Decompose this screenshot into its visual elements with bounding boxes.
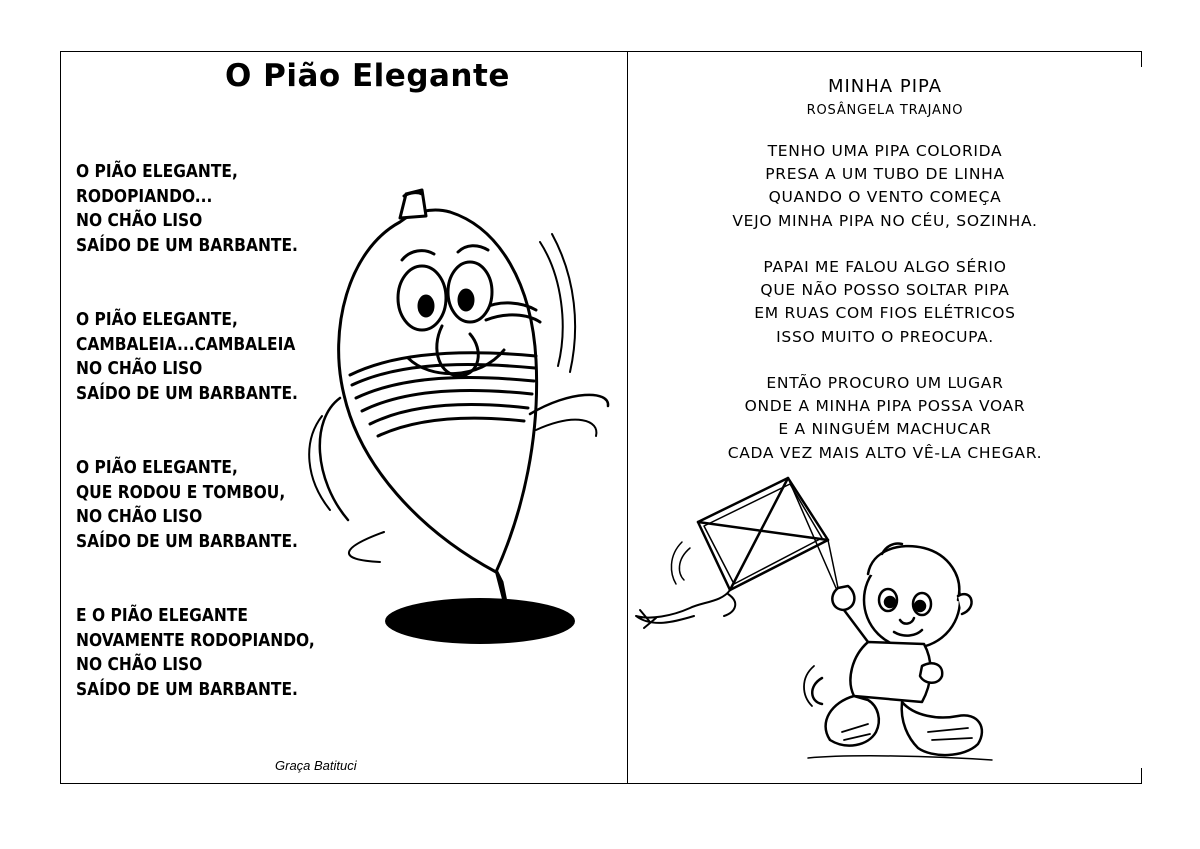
poem-line: O PIÃO ELEGANTE, [76,161,238,182]
left-stanza-1 [76,160,298,258]
poem-line: QUE RODOU E TOMBOU, [76,481,286,503]
poem-line: SAÍDO DE UM BARBANTE. [76,530,298,552]
poem-line: SAÍDO DE UM BARBANTE. [76,678,298,700]
poem-line: ENTÃO PROCURO UM LUGAR [766,374,1004,392]
right-stanza-3 [628,372,1142,465]
right-poem-title: MINHA PIPA [827,76,943,97]
poem-line: E O PIÃO ELEGANTE [76,605,248,626]
poem-line: E A NINGUÉM MACHUCAR [778,420,992,439]
poem-line: PRESA A UM TUBO DE LINHA [765,165,1005,184]
left-poem-author: Graça Batituci [275,758,357,773]
poem-line: RODOPIANDO... [76,185,213,207]
poem-line: O PIÃO ELEGANTE, [76,457,238,478]
frame-right-edge-bottom [1141,768,1142,784]
poem-line: EM RUAS COM FIOS ELÉTRICOS [754,304,1016,323]
poem-line: NO CHÃO LISO [76,654,203,675]
left-stanza-4 [76,604,315,702]
kid-with-kite-illustration [632,470,1052,770]
poem-line: CAMBALEIA...CAMBALEIA [76,333,296,355]
left-stanza-3 [76,456,298,554]
spinning-top-illustration [300,180,620,650]
frame-right-edge-top [1141,51,1142,67]
poem-line: QUE NÃO POSSO SOLTAR PIPA [760,281,1010,300]
right-stanza-1 [628,140,1142,233]
poem-line: SAÍDO DE UM BARBANTE. [76,382,298,404]
right-stanza-2 [628,256,1142,349]
poem-line: NOVAMENTE RODOPIANDO, [76,629,315,651]
poem-line: NO CHÃO LISO [76,210,203,231]
poem-line: QUANDO O VENTO COMEÇA [768,188,1002,207]
right-poem-author: ROSÂNGELA TRAJANO [806,103,964,118]
poem-line: VEJO MINHA PIPA NO CÉU, SOZINHA. [732,211,1038,230]
poem-line: ONDE A MINHA PIPA POSSA VOAR [744,397,1026,416]
poem-line: CADA VEZ MAIS ALTO VÊ-LA CHEGAR. [727,443,1043,462]
left-poem-title: O Pião Elegante [225,58,510,94]
poem-line: NO CHÃO LISO [76,506,203,527]
left-stanza-2 [76,308,298,406]
poem-line: NO CHÃO LISO [76,358,203,379]
poem-line: O PIÃO ELEGANTE, [76,309,238,330]
poem-line: SAÍDO DE UM BARBANTE. [76,234,298,256]
poem-line: ISSO MUITO O PREOCUPA. [776,327,994,346]
poem-line: TENHO UMA PIPA COLORIDA [767,142,1003,160]
poem-line: PAPAI ME FALOU ALGO SÉRIO [763,258,1007,276]
